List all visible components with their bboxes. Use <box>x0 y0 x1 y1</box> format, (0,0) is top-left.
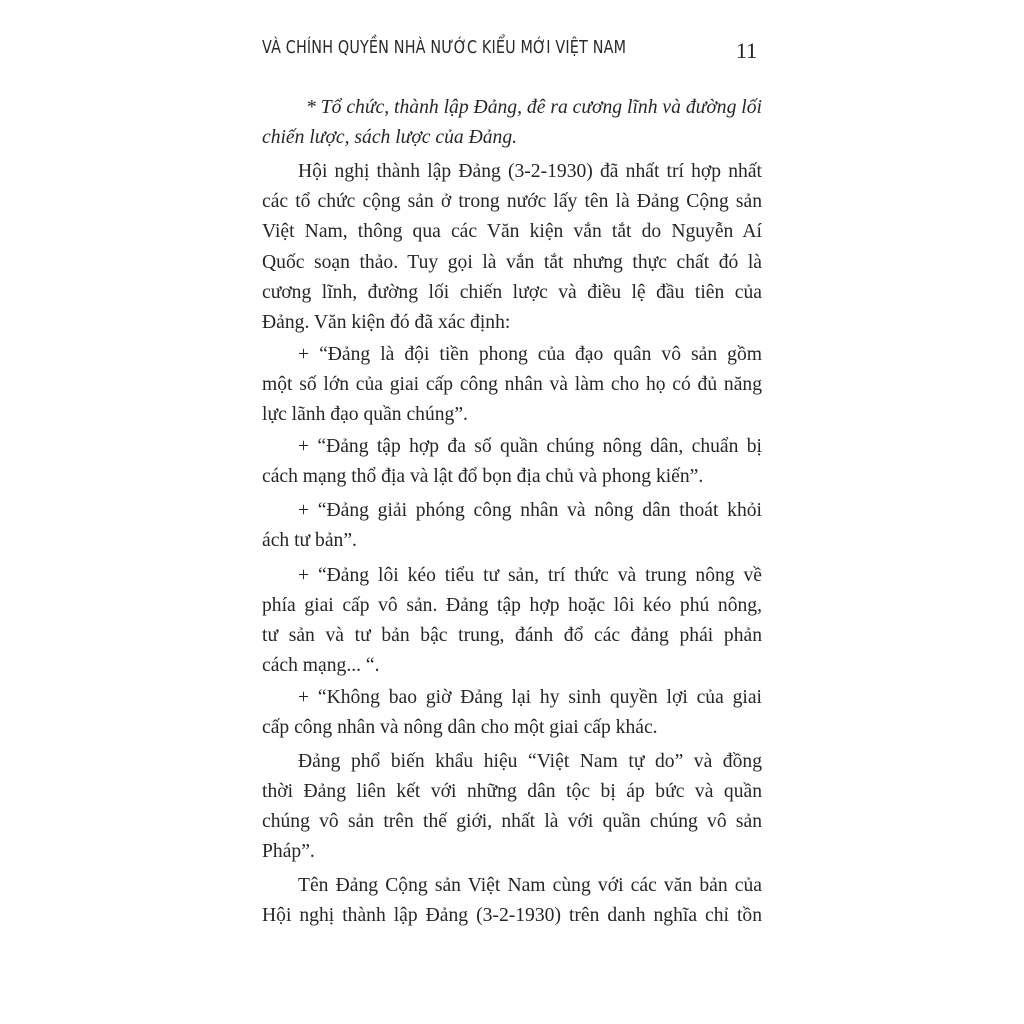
text-line: Hội nghị thành lập Đảng (3-2-1930) đã nhất trí hợp nhất <box>298 161 762 182</box>
text-line: ách tư bản”. <box>262 530 357 551</box>
text-line: + “Đảng là đội tiền phong của đạo quân vô sản gồm <box>298 344 762 365</box>
text-line: Việt Nam, thông qua các Văn kiện vắn tắt do Nguyễn Aí <box>262 221 762 242</box>
text-line: cấp công nhân và nông dân cho một giai cấp khác. <box>262 717 658 738</box>
text-line: thời Đảng liên kết với những dân tộc bị áp bức và quần <box>262 781 762 802</box>
text-line: + “Không bao giờ Đảng lại hy sinh quyền lợi của giai <box>298 687 762 708</box>
text-line: lực lãnh đạo quần chúng”. <box>262 404 468 425</box>
text-line: Đảng phổ biến khẩu hiệu “Việt Nam tự do” và đồng <box>298 751 762 772</box>
text-line: các tổ chức cộng sản ở trong nước lấy tên là Đảng Cộng sản <box>262 191 762 212</box>
text-line: cách mạng thổ địa và lật đổ bọn địa chủ và phong kiến”. <box>262 466 704 487</box>
text-line: tư sản và tư bản bậc trung, đánh đổ các đảng phái phản <box>262 625 762 646</box>
text-line: chiến lược, sách lược của Đảng. <box>262 127 518 148</box>
text-line: + “Đảng lôi kéo tiểu tư sản, trí thức và trung nông về <box>298 565 762 586</box>
running-header: VÀ CHÍNH QUYỀN NHÀ NƯỚC KIỂU MỚI VIỆT NAM <box>262 38 627 58</box>
text-line: + “Đảng tập hợp đa số quần chúng nông dân, chuẩn bị <box>298 436 762 457</box>
text-line: Hội nghị thành lập Đảng (3-2-1930) trên danh nghĩa chỉ tồn <box>262 905 762 926</box>
text-line: * Tổ chức, thành lập Đảng, đê ra cương lĩnh và đường lối <box>306 97 762 118</box>
text-line: phía giai cấp vô sản. Đảng tập hợp hoặc lôi kéo phú nông, <box>262 595 762 616</box>
text-line: chúng vô sản trên thế giới, nhất là với quần chúng vô sản <box>262 811 762 832</box>
text-line: cách mạng... “. <box>262 655 380 676</box>
text-line: Đảng. Văn kiện đó đã xác định: <box>262 312 511 333</box>
text-line: + “Đảng giải phóng công nhân và nông dân thoát khỏi <box>298 500 762 521</box>
page-number: 11 <box>736 38 758 63</box>
text-line: cương lĩnh, đường lối chiến lược và điều lệ đầu tiên của <box>262 282 762 303</box>
text-line: Quốc soạn thảo. Tuy gọi là vắn tắt nhưng thực chất đó là <box>262 252 762 273</box>
text-line: Tên Đảng Cộng sản Việt Nam cùng với các văn bản của <box>298 875 762 896</box>
text-line: một số lớn của giai cấp công nhân và làm cho họ có đủ năng <box>262 374 762 395</box>
text-line: Pháp”. <box>262 841 315 862</box>
